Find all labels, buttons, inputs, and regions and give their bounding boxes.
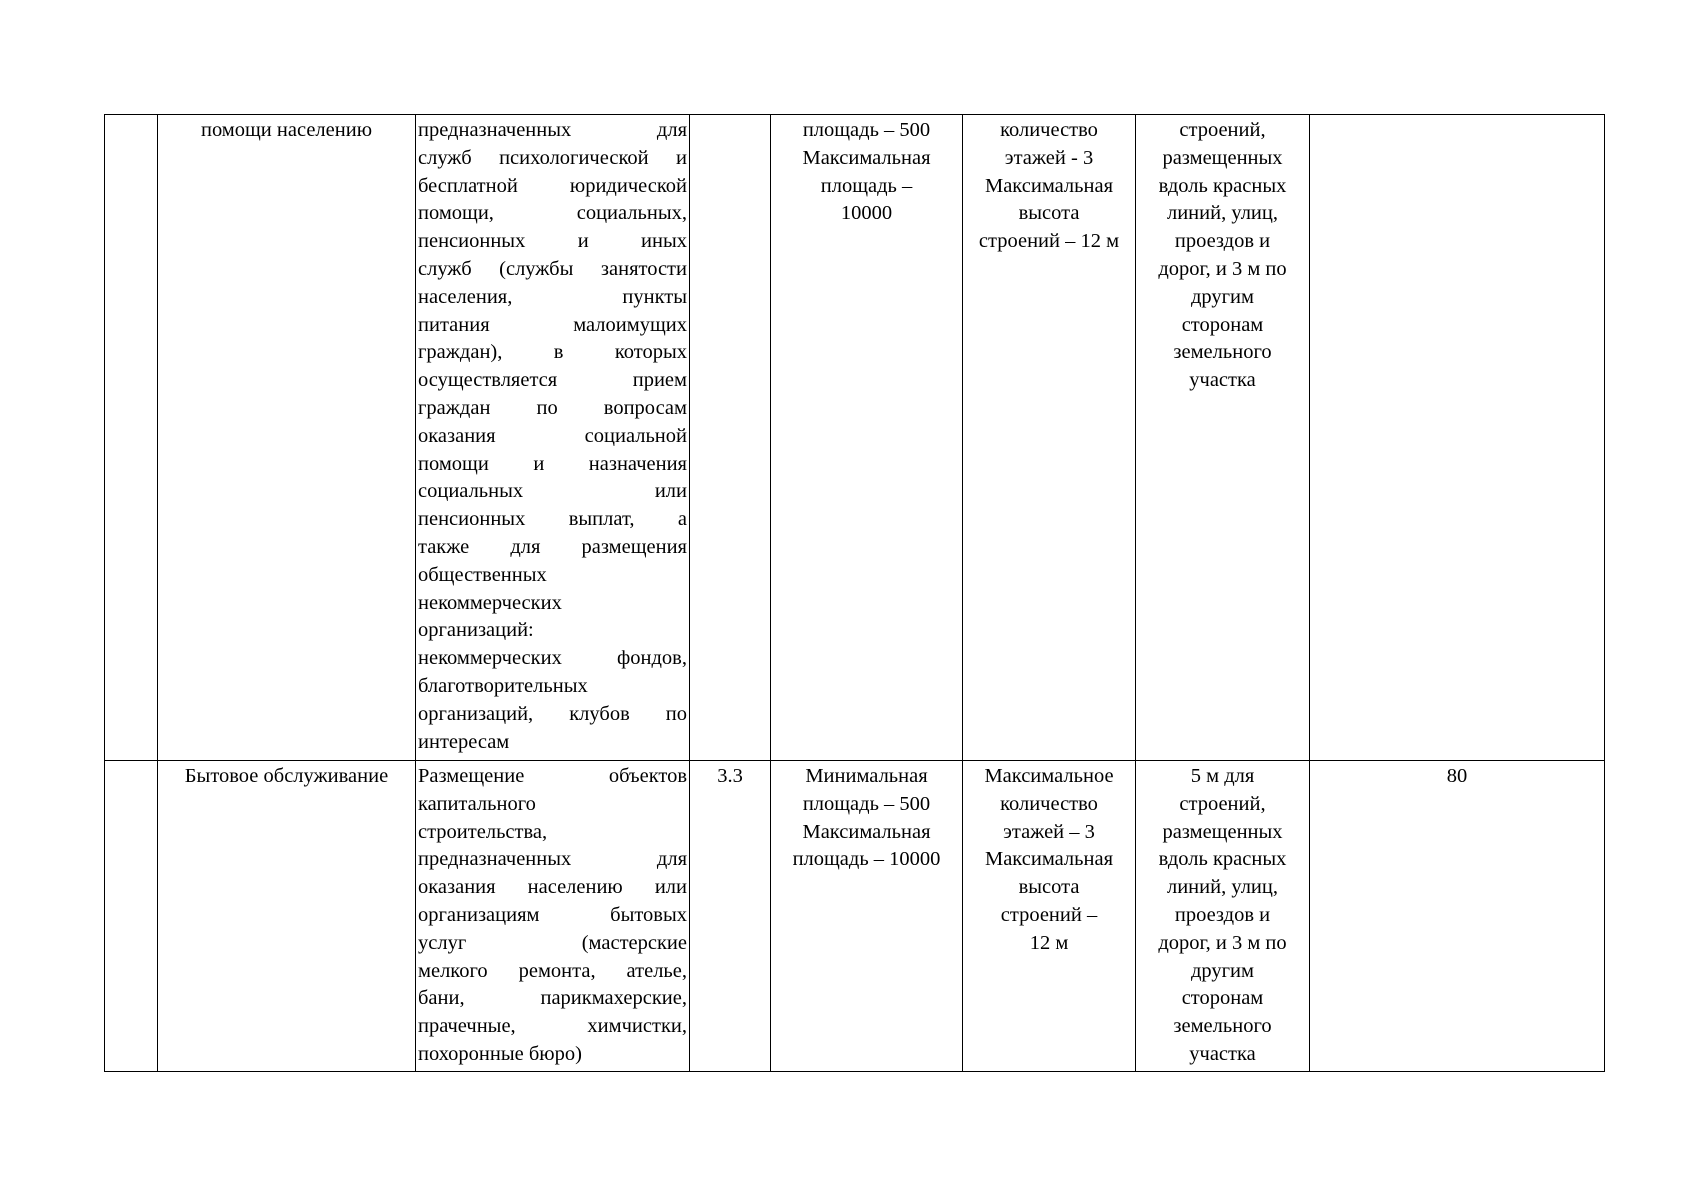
row-number-cell xyxy=(105,761,158,1072)
description-line: граждан), в которых xyxy=(418,341,687,364)
use-description-text xyxy=(418,117,687,756)
coverage-percent-cell xyxy=(1310,115,1605,761)
coverage-percent-cell: 80 xyxy=(1310,761,1605,1072)
regulations-table xyxy=(104,114,1605,1072)
description-line: пенсионных выплат, а xyxy=(418,508,687,531)
use-description-cell xyxy=(416,115,690,761)
description-line: организаций: xyxy=(418,619,534,642)
description-line: услуг (мастерские xyxy=(418,931,687,954)
description-line: помощи и назначения xyxy=(418,452,687,475)
floors-height-cell: Максимальное количество этажей – 3 Максимальная высота строений – 12 м xyxy=(963,761,1136,1072)
description-line: некоммерческих фондов, xyxy=(418,647,687,670)
setback-cell: 5 м для строений, размещенных вдоль красных линий, улиц, проездов и дорог, и 3 м по другим сторонам земельного участка xyxy=(1136,761,1310,1072)
use-code-cell: 3.3 xyxy=(690,761,771,1072)
description-line: строительства, xyxy=(418,820,548,843)
description-line: общественных xyxy=(418,563,547,586)
description-line: прачечные, химчистки, xyxy=(418,1015,687,1038)
use-description-text xyxy=(418,763,687,1069)
plot-area-cell: Минимальная площадь – 500 Максимальная площадь – 10000 xyxy=(771,761,963,1072)
description-line: служб психологической и xyxy=(418,146,687,169)
description-line: предназначенных для xyxy=(418,848,687,871)
use-code-cell xyxy=(690,115,771,761)
description-line: капитального xyxy=(418,792,536,815)
description-line: бесплатной юридической xyxy=(418,174,687,197)
description-line: оказания социальной xyxy=(418,424,687,447)
use-name-cell: Бытовое обслуживание xyxy=(158,761,416,1072)
description-line: также для размещения xyxy=(418,535,687,558)
description-line: некоммерческих xyxy=(418,591,562,614)
description-line: предназначенных для xyxy=(418,119,687,141)
description-line: оказания населению или xyxy=(418,876,687,899)
description-line: благотворительных xyxy=(418,674,588,697)
description-line: Размещение объектов xyxy=(418,765,687,787)
description-line: организациям бытовых xyxy=(418,903,687,926)
row-number-cell xyxy=(105,115,158,761)
plot-area-cell: площадь – 500 Максимальная площадь – 10000 xyxy=(771,115,963,761)
description-line: осуществляется прием xyxy=(418,369,687,392)
description-line: граждан по вопросам xyxy=(418,396,687,419)
use-description-cell xyxy=(416,761,690,1072)
table-row xyxy=(105,761,1605,1072)
description-line: бани, парикмахерские, xyxy=(418,987,687,1010)
description-line: организаций, клубов по xyxy=(418,702,687,725)
description-line: питания малоимущих xyxy=(418,313,687,336)
description-line: помощи, социальных, xyxy=(418,202,687,225)
description-line: похоронные бюро) xyxy=(418,1042,582,1065)
use-name-cell: помощи населению xyxy=(158,115,416,761)
description-line: социальных или xyxy=(418,480,687,503)
setback-cell: строений, размещенных вдоль красных линий, улиц, проездов и дорог, и 3 м по другим сторонам земельного участка xyxy=(1136,115,1310,761)
description-line: интересам xyxy=(418,730,510,753)
description-line: населения, пункты xyxy=(418,285,687,308)
description-line: мелкого ремонта, ателье, xyxy=(418,959,687,982)
description-line: служб (службы занятости xyxy=(418,257,687,280)
description-line: пенсионных и иных xyxy=(418,230,687,253)
floors-height-cell: количество этажей - 3 Максимальная высота строений – 12 м xyxy=(963,115,1136,761)
table-row xyxy=(105,115,1605,761)
